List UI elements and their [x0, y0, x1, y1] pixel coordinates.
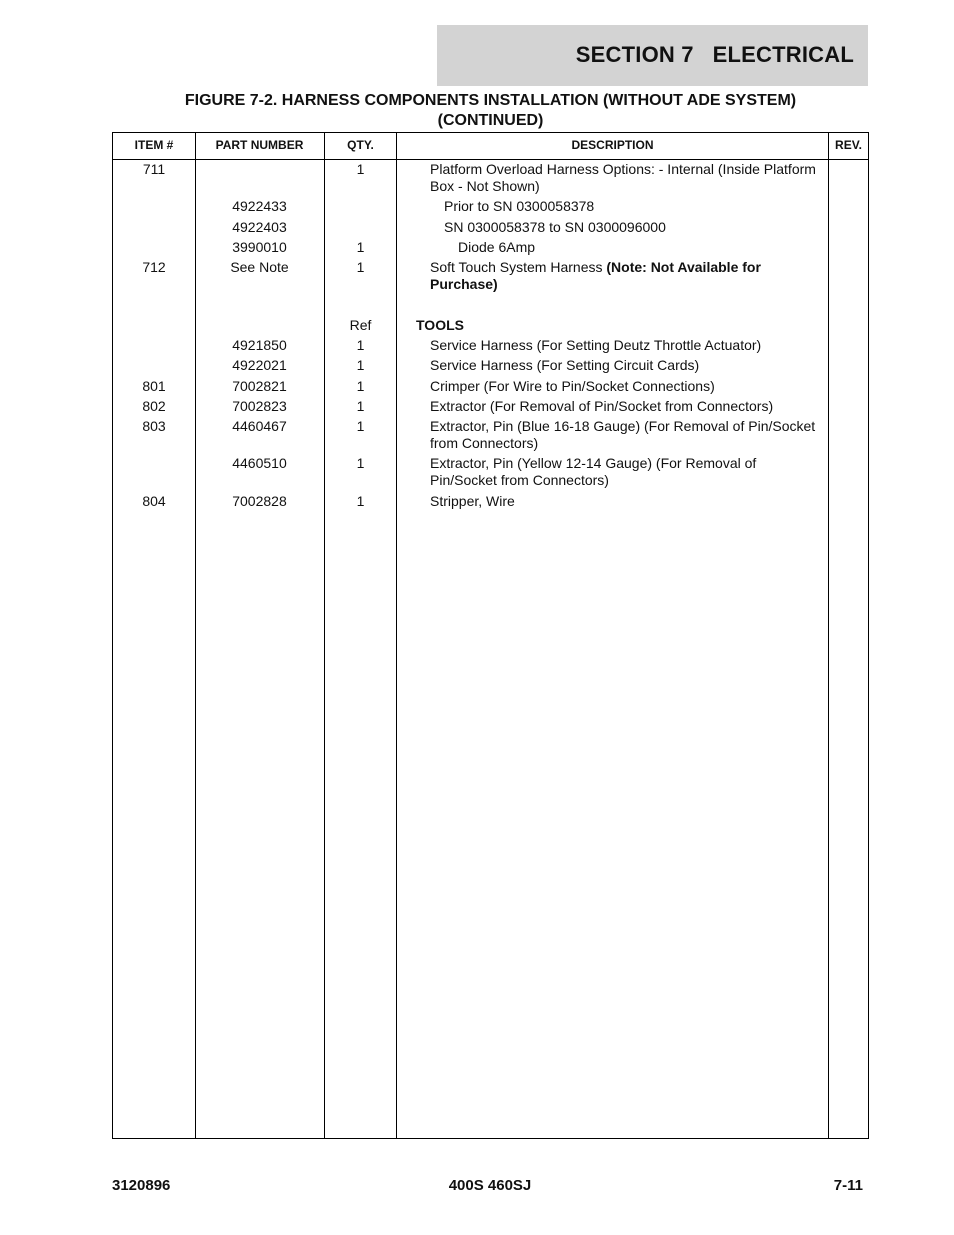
- description-text: Service Harness (For Setting Deutz Throttle Actuator): [430, 337, 762, 353]
- description-text: Extractor, Pin (Yellow 12-14 Gauge) (For Removal of Pin/Socket from Connectors): [430, 455, 757, 488]
- description: [397, 337, 827, 354]
- part-number: 4921850: [232, 337, 287, 353]
- column-divider: [828, 133, 829, 1138]
- item-number: 803: [142, 418, 166, 434]
- description: [397, 161, 827, 195]
- quantity: 1: [356, 357, 365, 373]
- quantity: 1: [356, 398, 365, 414]
- figure-title: [112, 91, 869, 131]
- description-text: Diode 6Amp: [458, 239, 536, 255]
- section-title: SECTION 7 ELECTRICAL: [575, 42, 854, 67]
- column-divider: [195, 133, 196, 1138]
- description-text: SN 0300058378 to SN 0300096000: [444, 219, 666, 235]
- description-text: Stripper, Wire: [430, 493, 515, 509]
- header-part-number: PART NUMBER: [215, 138, 304, 152]
- description: [397, 239, 827, 256]
- description: [397, 455, 827, 489]
- part-number: 4460510: [232, 455, 287, 471]
- quantity: 1: [356, 418, 365, 434]
- figure-title-line-1: FIGURE 7-2. HARNESS COMPONENTS INSTALLATION (WITHOUT ADE SYSTEM): [184, 92, 797, 109]
- part-number: 4922403: [232, 219, 287, 235]
- item-number: 712: [142, 259, 166, 275]
- description: [397, 317, 827, 334]
- quantity: 1: [356, 337, 365, 353]
- header-divider: [113, 159, 868, 160]
- part-number: 4922021: [232, 357, 287, 373]
- description-text: Prior to SN 0300058378: [444, 198, 595, 214]
- item-number: 804: [142, 493, 166, 509]
- header-qty: QTY.: [347, 138, 374, 152]
- description: [397, 357, 827, 374]
- quantity: 1: [356, 259, 365, 275]
- quantity: 1: [356, 161, 365, 177]
- column-divider: [324, 133, 325, 1138]
- item-number: 802: [142, 398, 166, 414]
- part-number: 4460467: [232, 418, 287, 434]
- header-description: DESCRIPTION: [571, 138, 654, 152]
- description: [397, 259, 780, 293]
- description-text: Extractor (For Removal of Pin/Socket from Connectors): [430, 398, 774, 414]
- description: [397, 398, 827, 415]
- footer-page-number: 7-11: [833, 1177, 863, 1194]
- footer-model: 400S 460SJ: [448, 1177, 532, 1194]
- part-number: 7002828: [232, 493, 287, 509]
- part-number: 3990010: [232, 239, 287, 255]
- quantity: 1: [356, 455, 365, 471]
- description-text: Platform Overload Harness Options: - Internal (Inside Platform Box - Not Shown): [430, 161, 816, 194]
- part-number: 4922433: [232, 198, 287, 214]
- footer-document-number: 3120896: [112, 1177, 171, 1194]
- header-rev: REV.: [835, 138, 862, 152]
- figure-title-line-2: (CONTINUED): [437, 112, 544, 129]
- description: [397, 418, 827, 452]
- description-note: (Note: Not Available for Purchase): [430, 259, 761, 292]
- section-header: [437, 25, 868, 86]
- part-number: 7002823: [232, 398, 287, 414]
- description-text: Extractor, Pin (Blue 16-18 Gauge) (For Removal of Pin/Socket from Connectors): [430, 418, 816, 451]
- quantity: 1: [356, 378, 365, 394]
- quantity: 1: [356, 493, 365, 509]
- part-number: See Note: [230, 259, 289, 275]
- item-number: 711: [142, 161, 166, 177]
- description: [397, 378, 827, 395]
- quantity: Ref: [349, 317, 372, 333]
- parts-table: [112, 132, 869, 1139]
- description: [397, 493, 827, 510]
- item-number: 801: [142, 378, 166, 394]
- header-item: ITEM #: [134, 138, 174, 152]
- tools-heading: TOOLS: [416, 317, 464, 333]
- description: [397, 219, 827, 236]
- description-text: Soft Touch System Harness: [430, 259, 607, 275]
- quantity: 1: [356, 239, 365, 255]
- part-number: 7002821: [232, 378, 287, 394]
- description-text: Crimper (For Wire to Pin/Socket Connections): [430, 378, 715, 394]
- description: [397, 198, 827, 215]
- description-text: Service Harness (For Setting Circuit Cards): [430, 357, 700, 373]
